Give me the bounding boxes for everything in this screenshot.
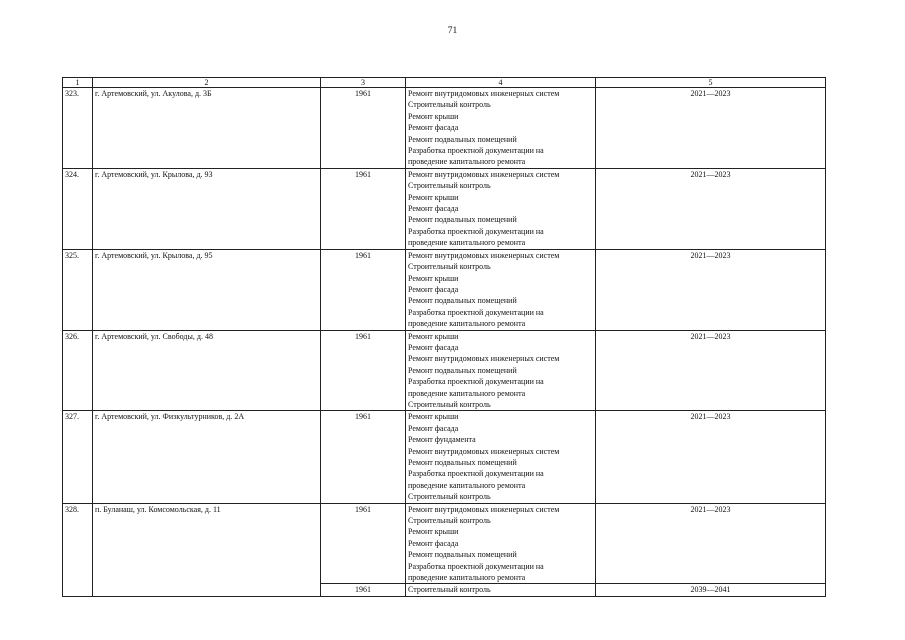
work-item: Ремонт фасада — [408, 284, 459, 294]
capital-repair-table — [62, 77, 826, 597]
row-year: 1961 — [321, 411, 406, 503]
table-row — [63, 411, 826, 503]
work-item: проведение капитального ремонта — [408, 238, 526, 248]
row-year: 1961 — [321, 249, 406, 330]
work-item: Строительный контроль — [408, 399, 491, 409]
row-period: 2021—2023 — [596, 88, 826, 169]
work-item: Разработка проектной документации на — [408, 307, 544, 317]
column-header: 2 — [93, 78, 321, 88]
work-item: Ремонт крыши — [408, 527, 459, 537]
work-item: Разработка проектной документации на — [408, 146, 544, 156]
work-item: Ремонт фасада — [408, 423, 459, 433]
row-period: 2021—2023 — [596, 249, 826, 330]
work-item: Строительный контроль — [408, 492, 491, 502]
work-item: Ремонт крыши — [408, 192, 459, 202]
work-item: Ремонт фундамента — [408, 435, 476, 445]
row-number: 323. — [63, 88, 93, 169]
work-item: проведение капитального ремонта — [408, 480, 526, 490]
work-item: Строительный контроль — [408, 100, 491, 110]
row-period: 2021—2023 — [596, 411, 826, 503]
work-item: Ремонт подвальных помещений — [408, 458, 517, 467]
work-item: Ремонт крыши — [408, 331, 459, 341]
row-period: 2021—2023 — [596, 168, 826, 249]
table-row — [63, 503, 826, 584]
row-year: 1961 — [321, 584, 406, 596]
row-number: 325. — [63, 249, 93, 330]
row-address: г. Артемовский, ул. Акулова, д. 3Б — [93, 88, 321, 169]
row-number: 326. — [63, 330, 93, 411]
work-item: Ремонт фасада — [408, 538, 459, 548]
work-item: проведение капитального ремонта — [408, 388, 526, 398]
row-number: 328. — [63, 503, 93, 596]
row-works — [406, 168, 596, 249]
column-header: 4 — [406, 78, 596, 88]
row-year: 1961 — [321, 168, 406, 249]
row-period: 2021—2023 — [596, 330, 826, 411]
row-year: 1961 — [321, 503, 406, 584]
work-item: Ремонт подвальных помещений — [408, 134, 517, 144]
work-item: Ремонт фасада — [408, 342, 459, 352]
work-item: Ремонт подвальных помещений — [408, 215, 517, 225]
work-item: проведение капитального ремонта — [408, 157, 526, 167]
work-item: Строительный контроль — [408, 516, 491, 526]
work-item: Строительный контроль — [408, 181, 491, 191]
work-item: Разработка проектной документации на — [408, 561, 544, 571]
row-works — [406, 584, 596, 596]
work-item: Ремонт подвальных помещений — [408, 365, 517, 375]
work-item: Ремонт подвальных помещений — [408, 296, 517, 306]
table-row — [63, 88, 826, 169]
work-item: проведение капитального ремонта — [408, 319, 526, 329]
work-item: Разработка проектной документации на — [408, 469, 544, 479]
work-item: Ремонт фасада — [408, 123, 459, 133]
work-item: Ремонт крыши — [408, 111, 459, 121]
work-item: Ремонт крыши — [408, 412, 459, 422]
work-item: Ремонт внутридомовых инженерных систем — [408, 250, 560, 260]
row-year: 1961 — [321, 330, 406, 411]
work-item: Ремонт подвальных помещений — [408, 550, 517, 560]
work-item: Ремонт крыши — [408, 273, 459, 283]
row-address: г. Артемовский, ул. Крылова, д. 93 — [93, 168, 321, 249]
work-item: Ремонт фасада — [408, 204, 459, 214]
work-item: Ремонт внутридомовых инженерных систем — [408, 89, 560, 98]
column-header: 3 — [321, 78, 406, 88]
work-item: Ремонт внутридомовых инженерных систем — [408, 504, 560, 514]
row-works — [406, 330, 596, 411]
row-address: г. Артемовский, ул. Физкультурников, д. 2А — [93, 411, 321, 503]
row-works — [406, 249, 596, 330]
row-works — [406, 411, 596, 503]
row-number: 324. — [63, 168, 93, 249]
row-period: 2039—2041 — [596, 584, 826, 596]
row-address: г. Артемовский, ул. Крылова, д. 95 — [93, 249, 321, 330]
work-item: Ремонт внутридомовых инженерных систем — [408, 354, 560, 364]
row-address: г. Артемовский, ул. Свободы, д. 48 — [93, 330, 321, 411]
row-address: п. Буланаш, ул. Комсомольская, д. 11 — [93, 503, 321, 596]
row-number: 327. — [63, 411, 93, 503]
work-item: Ремонт внутридомовых инженерных систем — [408, 169, 560, 179]
column-header: 5 — [596, 78, 826, 88]
column-number-row — [63, 78, 826, 88]
row-year: 1961 — [321, 88, 406, 169]
table-row — [63, 249, 826, 330]
work-item: Разработка проектной документации на — [408, 226, 544, 236]
row-period: 2021—2023 — [596, 503, 826, 584]
page-number: 71 — [447, 26, 458, 36]
work-item: проведение капитального ремонта — [408, 573, 526, 583]
work-item: Ремонт внутридомовых инженерных систем — [408, 446, 560, 456]
column-header: 1 — [63, 78, 93, 88]
work-item: Разработка проектной документации на — [408, 377, 544, 387]
table-row — [63, 168, 826, 249]
table-row — [63, 330, 826, 411]
row-works — [406, 503, 596, 584]
work-item: Строительный контроль — [408, 262, 491, 272]
row-works — [406, 88, 596, 169]
work-item: Строительный контроль — [408, 585, 491, 595]
